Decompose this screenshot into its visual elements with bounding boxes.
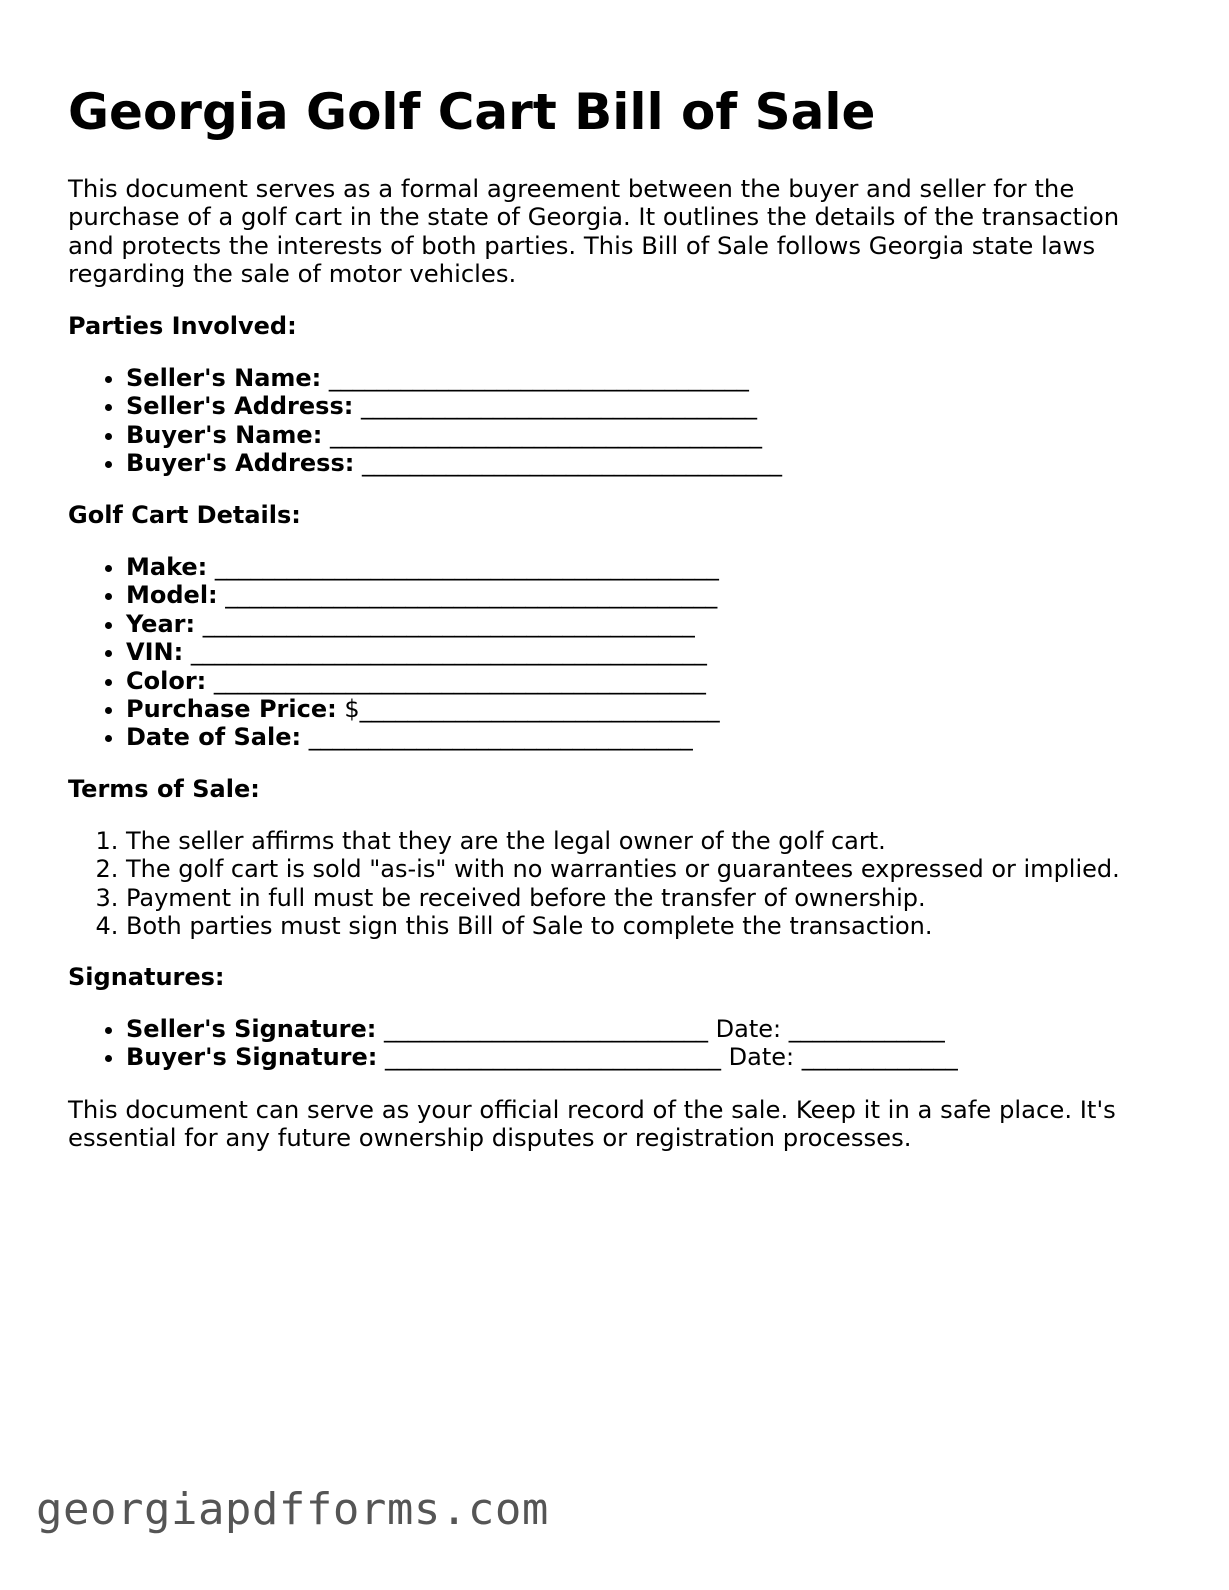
make-field[interactable]: __________________________________________ bbox=[214, 553, 719, 581]
field-label: Seller's Signature: bbox=[126, 1015, 377, 1043]
terms-list bbox=[68, 827, 1120, 941]
seller-signature-field[interactable]: ___________________________ bbox=[384, 1015, 708, 1043]
field-label: Buyer's Name: bbox=[126, 420, 323, 449]
list-item bbox=[126, 1015, 958, 1043]
signatures-heading: Signatures: bbox=[68, 963, 225, 991]
list-item bbox=[126, 723, 720, 751]
field-label: Make: bbox=[126, 553, 208, 581]
details-list bbox=[68, 553, 720, 752]
purchase-price-field[interactable]: $______________________________ bbox=[344, 695, 720, 724]
outro-paragraph: This document can serve as your official record of the sale. Keep it in a safe place. It's essential for any future ownership disputes or registration processes. bbox=[68, 1095, 1116, 1153]
field-label: Seller's Name: bbox=[126, 364, 322, 392]
buyer-address-field[interactable]: ___________________________________ bbox=[361, 449, 782, 478]
field-label: Buyer's Signature: bbox=[126, 1043, 378, 1072]
page-title: Georgia Golf Cart Bill of Sale bbox=[68, 83, 876, 141]
date-label: Date: bbox=[715, 1015, 782, 1043]
field-label: VIN: bbox=[126, 638, 184, 667]
color-field[interactable]: _________________________________________ bbox=[213, 666, 706, 695]
field-label: Model: bbox=[126, 581, 218, 610]
field-label: Buyer's Address: bbox=[126, 449, 355, 478]
parties-heading: Parties Involved: bbox=[68, 312, 297, 340]
terms-heading: Terms of Sale: bbox=[68, 775, 260, 803]
field-label: Purchase Price: bbox=[126, 695, 337, 724]
seller-name-field[interactable]: ___________________________________ bbox=[328, 364, 749, 392]
field-label: Color: bbox=[126, 666, 207, 695]
seller-address-field[interactable]: _________________________________ bbox=[360, 392, 757, 421]
year-field[interactable]: _________________________________________ bbox=[202, 609, 695, 638]
intro-paragraph: This document serves as a formal agreement between the buyer and seller for the purchase of a golf cart in the state of Georgia. It outlines the details of the transaction and protects the interests of both parties. This Bill of Sale follows Georgia state laws regarding the sale of motor vehicles. bbox=[68, 174, 1120, 289]
buyer-name-field[interactable]: ____________________________________ bbox=[329, 420, 762, 449]
vin-field[interactable]: ___________________________________________ bbox=[190, 638, 707, 667]
list-item bbox=[126, 581, 720, 609]
field-label: Year: bbox=[126, 609, 196, 638]
list-item bbox=[126, 392, 782, 420]
date-label: Date: bbox=[728, 1043, 795, 1072]
list-item: 4. Both parties must sign this Bill of Sale to complete the transaction. bbox=[126, 912, 1120, 940]
list-item bbox=[126, 667, 720, 695]
list-item bbox=[126, 695, 720, 723]
list-item bbox=[126, 610, 720, 638]
list-item bbox=[126, 364, 782, 392]
field-label: Seller's Address: bbox=[126, 392, 354, 421]
buyer-signature-field[interactable]: ____________________________ bbox=[385, 1043, 722, 1072]
parties-list bbox=[68, 364, 782, 478]
list-item bbox=[126, 449, 782, 477]
list-item: 3. Payment in full must be received before the transfer of ownership. bbox=[126, 884, 1120, 912]
signatures-list bbox=[68, 1015, 958, 1072]
list-item bbox=[126, 553, 720, 581]
watermark: georgiapdfforms.com bbox=[36, 1484, 549, 1535]
details-heading: Golf Cart Details: bbox=[68, 501, 301, 529]
model-field[interactable]: _________________________________________ bbox=[225, 581, 718, 610]
list-item: 1. The seller affirms that they are the legal owner of the golf cart. bbox=[126, 827, 1120, 855]
list-item bbox=[126, 1043, 958, 1071]
seller-date-field[interactable]: _____________ bbox=[788, 1015, 945, 1043]
list-item bbox=[126, 421, 782, 449]
date-of-sale-field[interactable]: ________________________________ bbox=[308, 723, 693, 752]
list-item bbox=[126, 638, 720, 666]
buyer-date-field[interactable]: _____________ bbox=[801, 1043, 958, 1072]
list-item: 2. The golf cart is sold "as-is" with no warranties or guarantees expressed or implied. bbox=[126, 855, 1120, 883]
field-label: Date of Sale: bbox=[126, 723, 302, 752]
